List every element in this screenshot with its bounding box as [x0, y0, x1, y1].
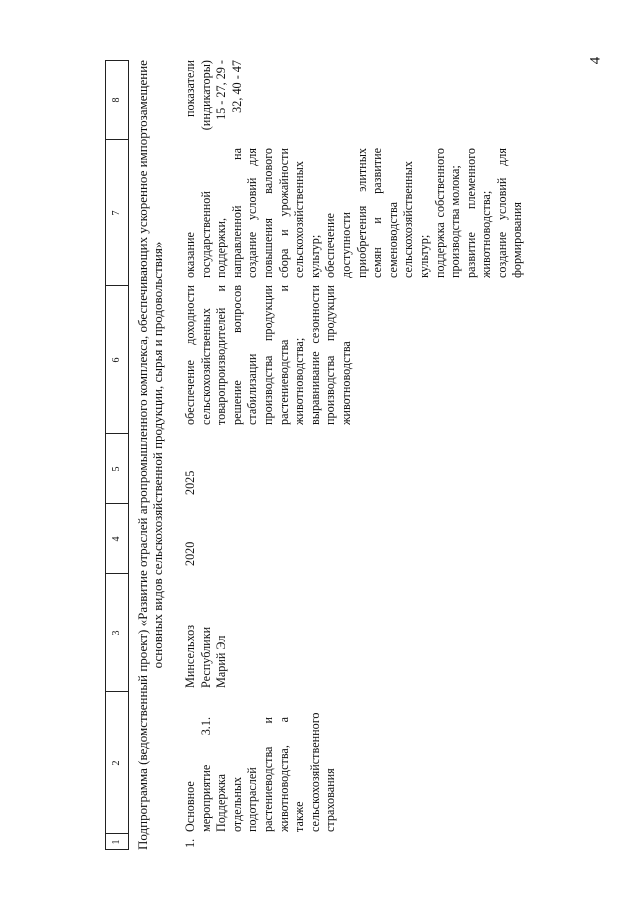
- column-number: 8: [111, 97, 122, 103]
- column-number: 2: [111, 760, 122, 766]
- direction-item: оказание государственной поддержки, направленной на создание условий для повышения валового сбора и урожайности сельскохозяйственных культур;: [183, 148, 322, 278]
- direction-item: развитие племенного животноводства;: [463, 148, 494, 278]
- subprogram-title: Подпрограмма (ведомственный проект) «Развитие отраслей агропромышленного комплекса, обеспечивающих ускоренное импортозамещение основных видов сельскохозяйственной продукции, сырья и продовольствия»: [135, 60, 165, 850]
- direction-item: создание условий для формирования: [494, 148, 525, 278]
- program-table: [105, 60, 605, 850]
- end-year: 2025: [183, 470, 197, 495]
- direction-item: обеспечение доступности приобретения элитных семян и развитие семеноводства сельскохозяйственных культур;: [323, 148, 431, 278]
- column-number: 3: [111, 630, 122, 636]
- directions: [183, 148, 526, 278]
- page-number: 4: [587, 56, 604, 65]
- executor: Минсельхоз Республики Марий Эл: [183, 624, 229, 688]
- event-name: Основное мероприятие 3.1. Поддержка отдельных подотраслей растениеводства и животноводства, а также сельскохозяйственного страхования: [183, 712, 338, 832]
- column-number: 7: [111, 210, 122, 216]
- column-number-row: [105, 60, 129, 850]
- expected-result: обеспечение доходности сельскохозяйственных товаропроизводителей и решение вопросов стабилизации производства продукции растениеводства и животноводства; выравнивание сезонности производства продукции животноводства: [183, 285, 353, 425]
- start-year: 2020: [183, 541, 197, 566]
- column-number: 5: [111, 466, 122, 472]
- column-divider: [106, 60, 128, 61]
- indicators: показатели (индикаторы) 15 - 27, 29 - 32, 40 - 47: [183, 60, 244, 131]
- column-number: 6: [111, 357, 122, 363]
- direction-item: поддержка собственного производства молока;: [432, 148, 463, 278]
- column-number: 1: [111, 839, 122, 845]
- column-number: 4: [111, 536, 122, 542]
- row-number: 1.: [183, 838, 197, 848]
